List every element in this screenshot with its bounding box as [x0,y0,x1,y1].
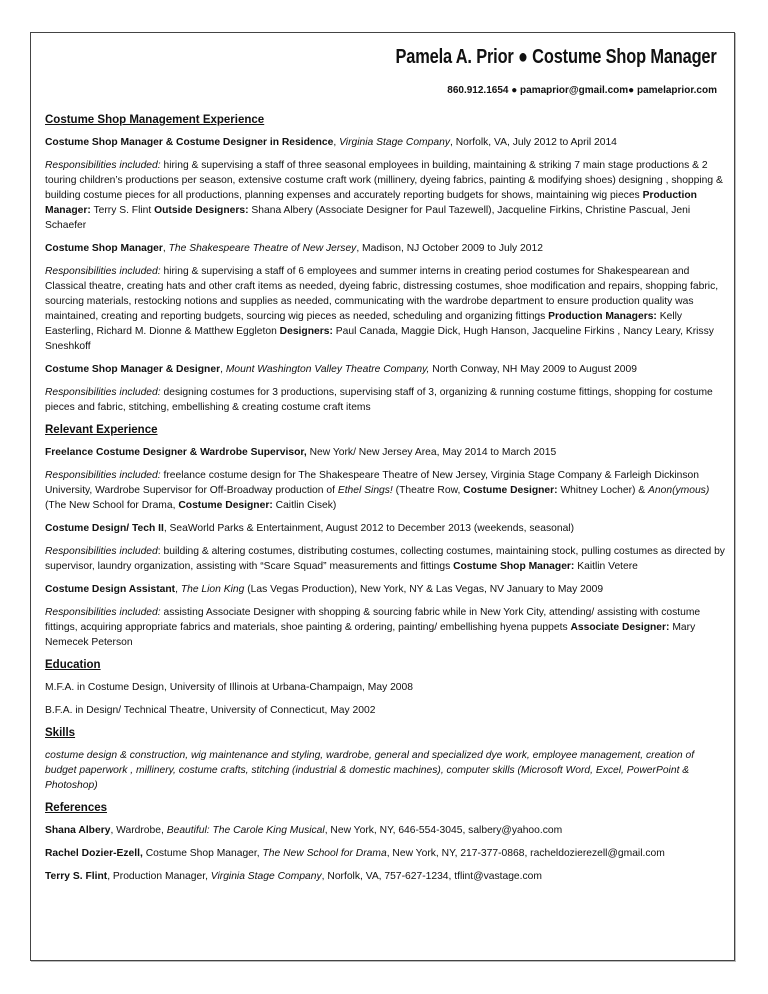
education-item: M.F.A. in Costume Design, University of Illinois at Urbana-Champaign, May 2008 [45,682,413,693]
job-responsibilities: Responsibilities included: designing costumes for 3 productions, supervising staff of 3, organizing & running costume fittings, shopping for costume pieces and fabric, stitching, embellishing & creating costume craft items [45,387,713,413]
reference-item: Shana Albery, Wardrobe, Beautiful: The Carole King Musical, New York, NY, 646-554-3045, salbery@yahoo.com [45,825,563,836]
resume-body [45,113,725,892]
job-title-line: Costume Shop Manager, The Shakespeare Theatre of New Jersey, Madison, NJ October 2009 to July 2012 [45,243,543,254]
job-title-line: Costume Shop Manager & Costume Designer in Residence, Virginia Stage Company, Norfolk, VA, July 2012 to April 2014 [45,137,617,148]
section-heading-references: References [45,802,108,814]
reference-item: Rachel Dozier-Ezell, Costume Shop Manager, The New School for Drama, New York, NY, 217-377-0868, racheldozierezell@gmail.com [45,848,665,859]
job-responsibilities: Responsibilities included: building & altering costumes, distributing costumes, collecting costumes, maintaining stock, pulling costumes as directed by supervisor, laundry organization, assisting with “Scare Squad” measurements and fittings Costume Shop Manager: Kaitlin Vetere [45,546,725,572]
job-title-line: Costume Shop Manager & Designer, Mount Washington Valley Theatre Company, North Conway, NH May 2009 to August 2009 [45,364,637,375]
section-heading-education: Education [45,659,101,671]
skills-text: costume design & construction, wig maintenance and styling, wardrobe, general and specialized dye work, employee management, creation of budget paperwork , millinery, costume crafts, stitching (industrial & domestic machines), computer skills (Microsoft Word, Excel, PowerPoint & Photoshop) [45,750,695,791]
reference-item: Terry S. Flint, Production Manager, Virginia Stage Company, Norfolk, VA, 757-627-1234, tflint@vastage.com [45,871,542,882]
education-item: B.F.A. in Design/ Technical Theatre, University of Connecticut, May 2002 [45,705,376,716]
job-responsibilities: Responsibilities included: freelance costume design for The Shakespeare Theatre of New Jersey, Virginia Stage Company & Farleigh Dickinson University, Wardrobe Supervisor for Off-Broadway production of Ethel Sings! (Theatre Row, Costume Designer: Whitney Locher) & Anon(ymous) (The New School for Drama, Costume Designer: Caitlin Cisek) [45,470,710,511]
job-title-line: Costume Design Assistant, The Lion King (Las Vegas Production), New York, NY & Las Vegas, NV January to May 2009 [45,584,604,595]
job-title-line: Freelance Costume Designer & Wardrobe Supervisor, New York/ New Jersey Area, May 2014 to March 2015 [45,447,557,458]
section-heading-management: Costume Shop Management Experience [45,114,265,126]
contact-line: 860.912.1654 ● pamaprior@gmail.com● pamelaprior.com [447,85,717,96]
section-heading-relevant: Relevant Experience [45,424,158,436]
job-title-line: Costume Design/ Tech II, SeaWorld Parks & Entertainment, August 2012 to December 2013 (weekends, seasonal) [45,523,575,534]
job-responsibilities: Responsibilities included: assisting Associate Designer with shopping & sourcing fabric while in New York City, attending/ assisting with costume fittings, acquiring appropriate fabrics and materials, shoe painting & ordering, painting/ embellishing hyena puppets Associate Designer: Mary Nemecek Peterson [45,607,701,648]
resume-page [30,32,735,961]
resume-name-title: Pamela A. Prior ● Costume Shop Manager [395,46,717,68]
job-responsibilities: Responsibilities included: hiring & supervising a staff of three seasonal employees in building, maintaining & striking 7 main stage productions & 2 touring children’s productions per season, extensive costume craft work (millinery, dyeing fabrics, painting & modifying shoes) designing , shopping & building costume pieces for all productions, planning expenses and accurately reporting budgets for shows, maintaining wig pieces Production Manager: Terry S. Flint Outside Designers: Shana Albery (Associate Designer for Paul Tazewell), Jacqueline Firkins, Christine Pascual, Jeni Schaefer [45,160,723,231]
section-heading-skills: Skills [45,727,76,739]
job-responsibilities: Responsibilities included: hiring & supervising a staff of 6 employees and summer interns in creating period costumes for Shakespearean and Classical theatre, creating hats and other craft items as needed, dyeing fabric, distressing costumes, shoe modification and repairs, shopping fabric, sourcing materials, restocking notions and supplies as needed, communicating with the wardrobe department to ensure production quality was maintained, creating and reporting budgets, sourcing wig pieces as needed, scheduling and organizing fittings Production Managers: Kelly Easterling, Richard M. Dionne & Matthew Eggleton Designers: Paul Canada, Maggie Dick, Hugh Hanson, Jacqueline Firkins , Nancy Leary, Krissy Sneshkoff [45,266,719,352]
